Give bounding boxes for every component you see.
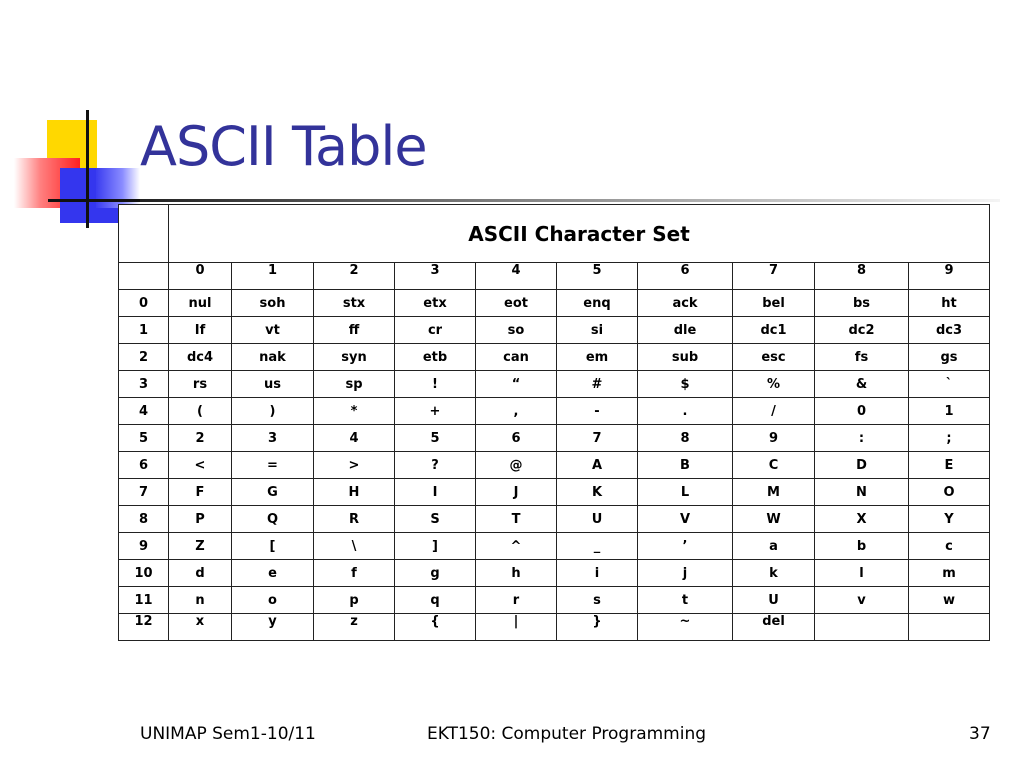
row-label: 2 xyxy=(119,344,169,371)
table-cell: ! xyxy=(395,371,476,398)
row-label: 5 xyxy=(119,425,169,452)
table-cell: o xyxy=(232,587,314,614)
table-cell: Q xyxy=(232,506,314,533)
table-cell: a xyxy=(733,533,815,560)
table-cell: q xyxy=(395,587,476,614)
row-label: 10 xyxy=(119,560,169,587)
table-cell: h xyxy=(476,560,557,587)
table-cell: ? xyxy=(395,452,476,479)
table-cell: H xyxy=(314,479,395,506)
table-cell: K xyxy=(557,479,638,506)
row-label: 4 xyxy=(119,398,169,425)
table-cell: ; xyxy=(909,425,990,452)
table-cell: j xyxy=(638,560,733,587)
table-cell: v xyxy=(815,587,909,614)
table-cell: 0 xyxy=(815,398,909,425)
row-label-header xyxy=(119,263,169,290)
table-cell: dc4 xyxy=(169,344,232,371)
row-label: 6 xyxy=(119,452,169,479)
table-cell: k xyxy=(733,560,815,587)
table-cell: r xyxy=(476,587,557,614)
table-cell: W xyxy=(733,506,815,533)
table-cell: # xyxy=(557,371,638,398)
table-cell: eot xyxy=(476,290,557,317)
table-cell: . xyxy=(638,398,733,425)
table-cell: d xyxy=(169,560,232,587)
table-cell: bs xyxy=(815,290,909,317)
table-row xyxy=(119,614,990,641)
table-cell: dle xyxy=(638,317,733,344)
table-cell: rs xyxy=(169,371,232,398)
table-cell: | xyxy=(476,614,557,641)
table-cell: dc1 xyxy=(733,317,815,344)
table-cell: l xyxy=(815,560,909,587)
table-cell: > xyxy=(314,452,395,479)
table-cell: t xyxy=(638,587,733,614)
table-cell: = xyxy=(232,452,314,479)
title-underline xyxy=(140,199,1000,202)
table-cell: g xyxy=(395,560,476,587)
table-cell: 3 xyxy=(232,425,314,452)
table-cell: 1 xyxy=(909,398,990,425)
column-header-row xyxy=(119,263,990,290)
table-cell: @ xyxy=(476,452,557,479)
table-cell: Z xyxy=(169,533,232,560)
row-label: 9 xyxy=(119,533,169,560)
table-cell: si xyxy=(557,317,638,344)
table-cell: < xyxy=(169,452,232,479)
table-cell: del xyxy=(733,614,815,641)
table-cell: so xyxy=(476,317,557,344)
footer-center: EKT150: Computer Programming xyxy=(427,724,707,744)
table-cell: _ xyxy=(557,533,638,560)
table-cell: us xyxy=(232,371,314,398)
table-cell: n xyxy=(169,587,232,614)
table-cell: $ xyxy=(638,371,733,398)
table-cell: sub xyxy=(638,344,733,371)
table-cell: x xyxy=(169,614,232,641)
table-cell: B xyxy=(638,452,733,479)
column-header: 5 xyxy=(557,263,638,290)
page-number: 37 xyxy=(969,724,991,744)
table-cell: & xyxy=(815,371,909,398)
table-cell: : xyxy=(815,425,909,452)
table-cell: soh xyxy=(232,290,314,317)
table-cell: sp xyxy=(314,371,395,398)
table-cell: , xyxy=(476,398,557,425)
column-header: 9 xyxy=(909,263,990,290)
table-cell: ] xyxy=(395,533,476,560)
table-cell: nul xyxy=(169,290,232,317)
column-header: 7 xyxy=(733,263,815,290)
table-cell: y xyxy=(232,614,314,641)
row-label: 1 xyxy=(119,317,169,344)
table-cell: J xyxy=(476,479,557,506)
table-cell: enq xyxy=(557,290,638,317)
table-cell: * xyxy=(314,398,395,425)
table-cell: s xyxy=(557,587,638,614)
vertical-line-decoration xyxy=(86,110,89,228)
table-cell: N xyxy=(815,479,909,506)
table-cell: etb xyxy=(395,344,476,371)
table-cell: c xyxy=(909,533,990,560)
table-cell: - xyxy=(557,398,638,425)
table-cell: O xyxy=(909,479,990,506)
table-cell: { xyxy=(395,614,476,641)
table-cell: ^ xyxy=(476,533,557,560)
column-header: 6 xyxy=(638,263,733,290)
table-cell: em xyxy=(557,344,638,371)
table-cell: can xyxy=(476,344,557,371)
corner-cell xyxy=(119,205,169,263)
table-cell: G xyxy=(232,479,314,506)
table-cell: R xyxy=(314,506,395,533)
table-cell: i xyxy=(557,560,638,587)
table-cell: p xyxy=(314,587,395,614)
table-cell: 9 xyxy=(733,425,815,452)
table-row xyxy=(119,425,990,452)
row-label: 0 xyxy=(119,290,169,317)
table-row xyxy=(119,533,990,560)
table-cell xyxy=(909,614,990,641)
table-cell: dc2 xyxy=(815,317,909,344)
table-cell: cr xyxy=(395,317,476,344)
table-cell: \ xyxy=(314,533,395,560)
footer-left: UNIMAP Sem1-10/11 xyxy=(140,724,316,744)
table-cell: I xyxy=(395,479,476,506)
table-cell: 5 xyxy=(395,425,476,452)
table-row xyxy=(119,587,990,614)
table-cell: F xyxy=(169,479,232,506)
table-cell: M xyxy=(733,479,815,506)
table-cell: syn xyxy=(314,344,395,371)
table-cell: m xyxy=(909,560,990,587)
table-cell: / xyxy=(733,398,815,425)
table-cell: w xyxy=(909,587,990,614)
table-cell: S xyxy=(395,506,476,533)
table-cell: dc3 xyxy=(909,317,990,344)
blue-gradient-decoration xyxy=(96,168,140,208)
table-cell: fs xyxy=(815,344,909,371)
table-cell: L xyxy=(638,479,733,506)
table-cell: % xyxy=(733,371,815,398)
table-caption: ASCII Character Set xyxy=(169,205,990,263)
table-cell: b xyxy=(815,533,909,560)
table-row xyxy=(119,371,990,398)
table-row xyxy=(119,398,990,425)
table-cell: 7 xyxy=(557,425,638,452)
column-header: 8 xyxy=(815,263,909,290)
table-row xyxy=(119,479,990,506)
table-cell: Y xyxy=(909,506,990,533)
table-cell: [ xyxy=(232,533,314,560)
table-cell: 4 xyxy=(314,425,395,452)
table-cell: gs xyxy=(909,344,990,371)
table-cell: T xyxy=(476,506,557,533)
table-row xyxy=(119,317,990,344)
table-cell: ack xyxy=(638,290,733,317)
table-cell: stx xyxy=(314,290,395,317)
table-cell: ~ xyxy=(638,614,733,641)
table-cell: nak xyxy=(232,344,314,371)
column-header: 1 xyxy=(232,263,314,290)
table-cell: e xyxy=(232,560,314,587)
table-cell: esc xyxy=(733,344,815,371)
column-header: 0 xyxy=(169,263,232,290)
row-label: 7 xyxy=(119,479,169,506)
table-cell: P xyxy=(169,506,232,533)
table-cell: A xyxy=(557,452,638,479)
table-cell: X xyxy=(815,506,909,533)
row-label: 11 xyxy=(119,587,169,614)
table-cell: ` xyxy=(909,371,990,398)
table-row xyxy=(119,290,990,317)
table-cell: U xyxy=(733,587,815,614)
table-row xyxy=(119,452,990,479)
table-cell: vt xyxy=(232,317,314,344)
column-header: 4 xyxy=(476,263,557,290)
table-cell: f xyxy=(314,560,395,587)
column-header: 3 xyxy=(395,263,476,290)
table-cell: ’ xyxy=(638,533,733,560)
row-label: 12 xyxy=(119,614,169,641)
table-row xyxy=(119,344,990,371)
table-cell: ( xyxy=(169,398,232,425)
ascii-table xyxy=(118,204,990,641)
table-cell: ff xyxy=(314,317,395,344)
row-label: 3 xyxy=(119,371,169,398)
table-cell: D xyxy=(815,452,909,479)
table-cell: + xyxy=(395,398,476,425)
table-cell: E xyxy=(909,452,990,479)
table-cell: } xyxy=(557,614,638,641)
table-cell: U xyxy=(557,506,638,533)
table-cell: C xyxy=(733,452,815,479)
table-row xyxy=(119,560,990,587)
table-cell: bel xyxy=(733,290,815,317)
table-cell: 6 xyxy=(476,425,557,452)
table-row xyxy=(119,506,990,533)
table-cell: 8 xyxy=(638,425,733,452)
table-cell: ) xyxy=(232,398,314,425)
table-cell: etx xyxy=(395,290,476,317)
table-cell: z xyxy=(314,614,395,641)
table-cell: V xyxy=(638,506,733,533)
table-cell: “ xyxy=(476,371,557,398)
table-cell xyxy=(815,614,909,641)
row-label: 8 xyxy=(119,506,169,533)
table-cell: If xyxy=(169,317,232,344)
table-cell: 2 xyxy=(169,425,232,452)
slide-title: ASCII Table xyxy=(140,115,427,178)
column-header: 2 xyxy=(314,263,395,290)
table-cell: ht xyxy=(909,290,990,317)
